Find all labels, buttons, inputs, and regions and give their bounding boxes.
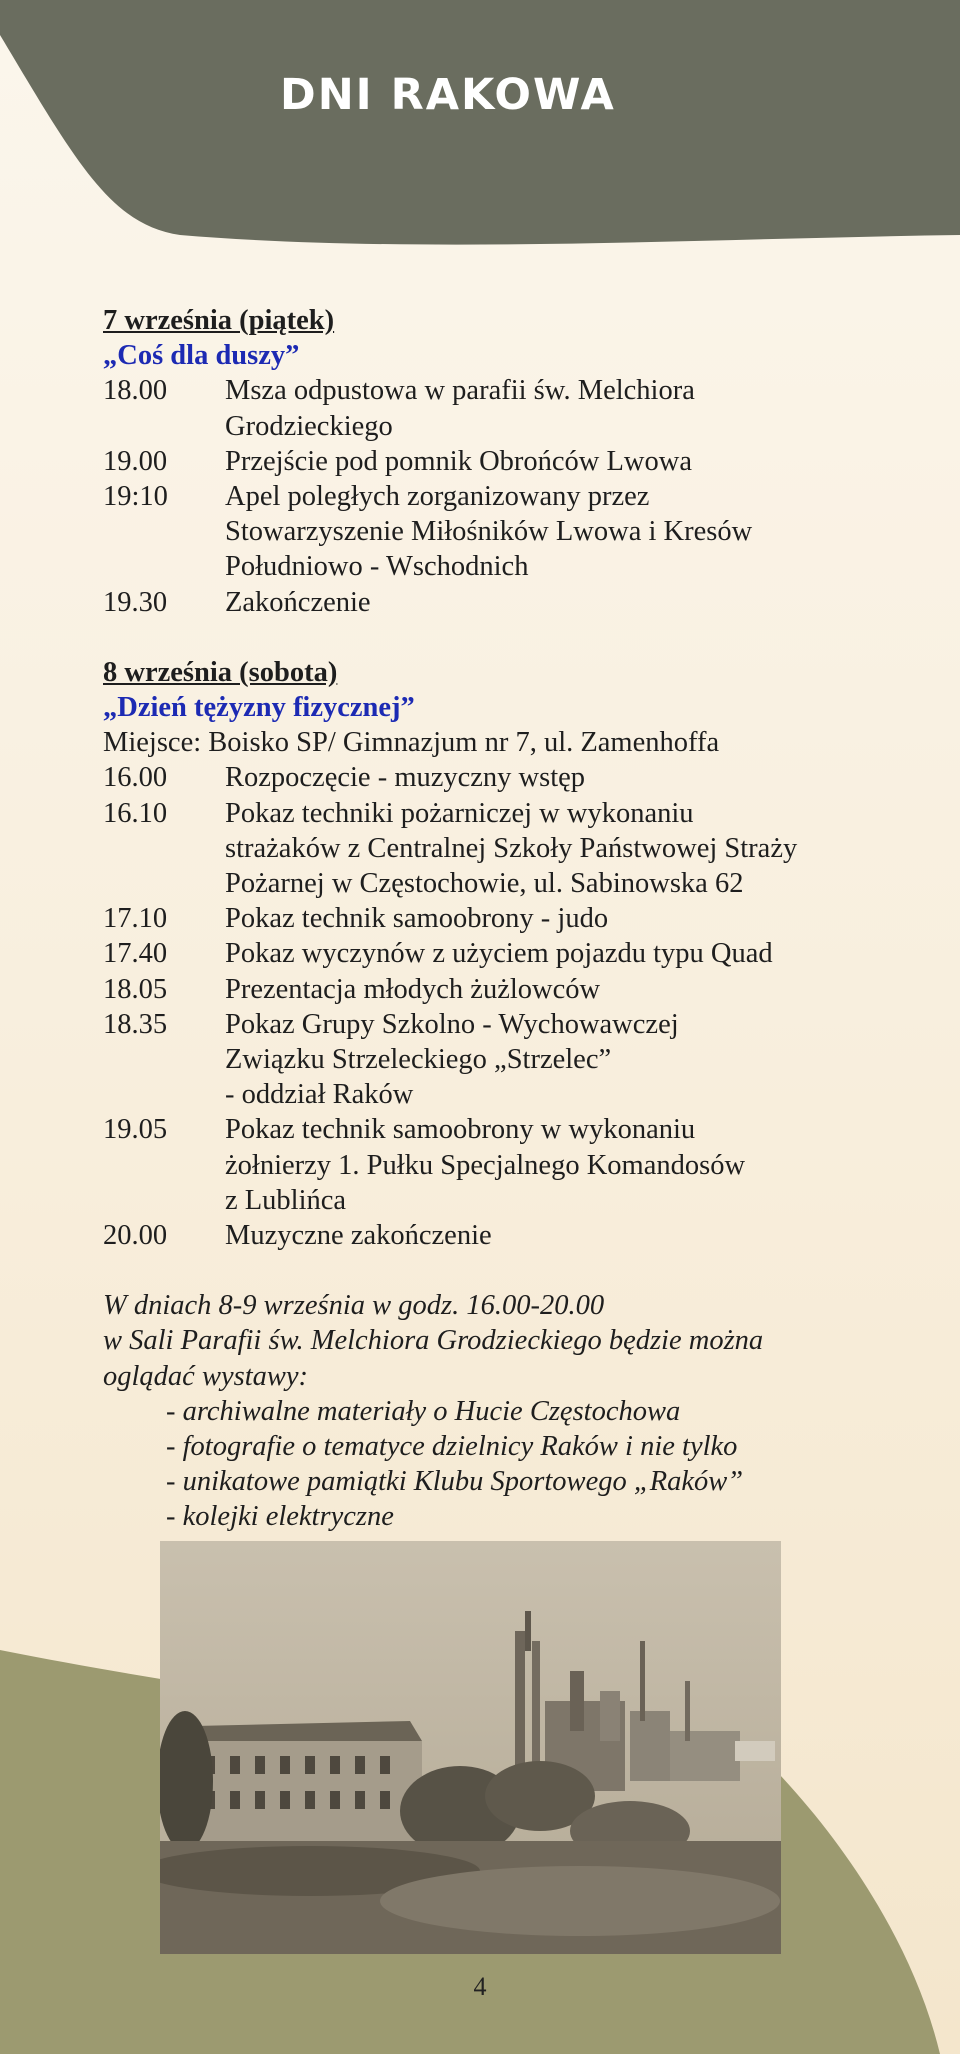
- exhibition-item: - fotografie o tematyce dzielnicy Raków i nie tylko: [166, 1431, 738, 1462]
- event-desc-line: Pokaz wyczynów z użyciem pojazdu typu Quad: [225, 938, 773, 970]
- event-desc-line: Stowarzyszenie Miłośników Lwowa i Kresów: [225, 516, 753, 548]
- day2-theme: „Dzień tężyzny fizycznej”: [103, 692, 415, 724]
- schedule-row: [103, 585, 903, 620]
- event-desc-line: z Lublińca: [225, 1184, 347, 1216]
- event-desc-line: Zakończenie: [225, 586, 371, 618]
- event-desc-line: Pokaz Grupy Szkolno - Wychowawczej: [225, 1008, 679, 1040]
- schedule-row: [103, 479, 903, 585]
- event-time: 19:10: [103, 480, 168, 512]
- schedule-row: [103, 1007, 903, 1113]
- exhibition-intro-line: W dniach 8-9 września w godz. 16.00-20.00: [103, 1290, 605, 1322]
- schedule-row: [103, 972, 903, 1007]
- event-desc-line: Apel poległych zorganizowany przez: [225, 480, 650, 512]
- exhibition-intro-line: oglądać wystawy:: [103, 1360, 309, 1392]
- event-time: 16.10: [103, 797, 168, 829]
- header-band: [0, 0, 960, 245]
- event-desc-line: Pokaz techniki pożarniczej w wykonaniu: [225, 797, 694, 829]
- event-time: 19.05: [103, 1114, 168, 1146]
- event-desc-line: Pokaz technik samoobrony w wykonaniu: [225, 1114, 696, 1146]
- event-time: 19.00: [103, 445, 168, 477]
- schedule-row: [103, 1218, 903, 1253]
- event-desc-line: Grodzieckiego: [225, 410, 393, 442]
- event-desc-line: - oddział Raków: [225, 1079, 414, 1111]
- event-time: 17.40: [103, 938, 168, 970]
- event-time: 18.35: [103, 1008, 168, 1040]
- program-content: [103, 303, 903, 1535]
- day1-theme: „Coś dla duszy”: [103, 340, 300, 372]
- exhibition-item: - unikatowe pamiątki Klubu Sportowego „Raków”: [166, 1466, 744, 1498]
- event-time: 18.00: [103, 375, 168, 407]
- exhibition-item: - kolejki elektryczne: [166, 1501, 394, 1533]
- event-desc-line: Przejście pod pomnik Obrońców Lwowa: [225, 445, 692, 477]
- schedule-row: [103, 936, 903, 971]
- schedule-row: [103, 444, 903, 479]
- event-desc-line: Rozpoczęcie - muzyczny wstęp: [225, 762, 586, 794]
- event-desc-line: żołnierzy 1. Pułku Specjalnego Komandosów: [225, 1149, 746, 1181]
- event-desc-line: strażaków z Centralnej Szkoły Państwowej Straży: [225, 832, 798, 864]
- historic-steelworks-photo: [160, 1541, 781, 1954]
- day1-date: 7 września (piątek): [103, 305, 335, 336]
- event-desc-line: Związku Strzeleckiego „Strzelec”: [225, 1043, 612, 1075]
- schedule-row: [103, 901, 903, 936]
- schedule-row: [103, 760, 903, 795]
- day2-date: 8 września (sobota): [103, 656, 338, 688]
- event-desc-line: Pokaz technik samoobrony - judo: [225, 903, 609, 935]
- event-time: 19.30: [103, 586, 168, 618]
- exhibition-intro-line: w Sali Parafii św. Melchiora Grodzieckiego będzie można: [103, 1325, 764, 1357]
- schedule-row: [103, 1112, 903, 1218]
- event-desc-line: Pożarnej w Częstochowie, ul. Sabinowska 62: [225, 868, 744, 899]
- event-desc-line: Msza odpustowa w parafii św. Melchiora: [225, 375, 695, 407]
- schedule-row: [103, 373, 903, 443]
- schedule-row: [103, 796, 903, 902]
- event-time: 17.10: [103, 903, 168, 935]
- exhibition-item: - archiwalne materiały o Hucie Częstochowa: [166, 1395, 681, 1427]
- day2-place: Miejsce: Boisko SP/ Gimnazjum nr 7, ul. Zamenhoffa: [103, 727, 720, 759]
- event-time: 20.00: [103, 1219, 168, 1251]
- page-title: DNI RAKOWA: [280, 70, 616, 120]
- event-time: 18.05: [103, 973, 168, 1005]
- event-desc-line: Południowo - Wschodnich: [225, 551, 529, 583]
- event-time: 16.00: [103, 762, 168, 794]
- page-number: 4: [473, 1972, 487, 2001]
- event-desc-line: Muzyczne zakończenie: [225, 1219, 492, 1251]
- event-desc-line: Prezentacja młodych żużlowców: [225, 973, 601, 1005]
